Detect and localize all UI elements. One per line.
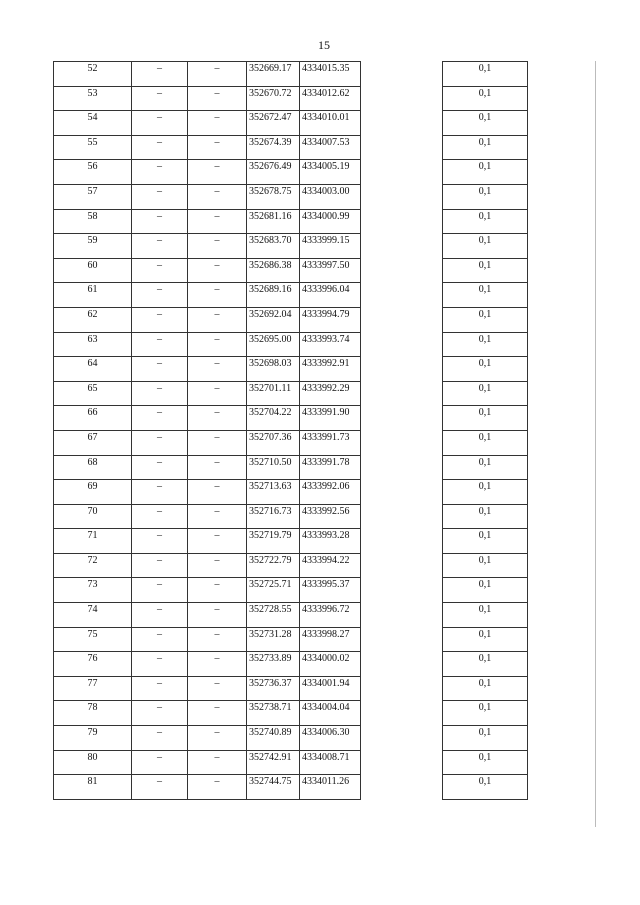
dash-cell-1: – <box>132 480 188 505</box>
table-row <box>54 455 361 480</box>
point-number-cell: 67 <box>54 430 132 455</box>
table-row <box>54 86 361 111</box>
dash-cell-1: – <box>132 160 188 185</box>
value-cell: 0,1 <box>443 62 528 87</box>
y-coordinate-cell: 4334000.99 <box>300 209 361 234</box>
x-coordinate-cell: 352672.47 <box>247 111 300 136</box>
value-cell: 0,1 <box>443 676 528 701</box>
dash-cell-2: – <box>188 701 247 726</box>
dash-cell-1: – <box>132 406 188 431</box>
point-number-cell: 72 <box>54 553 132 578</box>
table-row <box>443 603 528 628</box>
y-coordinate-cell: 4333992.29 <box>300 381 361 406</box>
dash-cell-1: – <box>132 184 188 209</box>
value-cell: 0,1 <box>443 258 528 283</box>
point-number-cell: 74 <box>54 603 132 628</box>
y-coordinate-cell: 4334011.26 <box>300 775 361 800</box>
table-row <box>443 209 528 234</box>
y-coordinate-cell: 4333993.74 <box>300 332 361 357</box>
table-row <box>54 381 361 406</box>
y-coordinate-cell: 4333993.28 <box>300 529 361 554</box>
x-coordinate-cell: 352676.49 <box>247 160 300 185</box>
dash-cell-1: – <box>132 234 188 259</box>
point-number-cell: 62 <box>54 307 132 332</box>
y-coordinate-cell: 4333996.04 <box>300 283 361 308</box>
value-cell: 0,1 <box>443 332 528 357</box>
y-coordinate-cell: 4333995.37 <box>300 578 361 603</box>
point-number-cell: 60 <box>54 258 132 283</box>
table-row <box>443 381 528 406</box>
value-cell: 0,1 <box>443 455 528 480</box>
value-cell: 0,1 <box>443 480 528 505</box>
table-row <box>54 726 361 751</box>
y-coordinate-cell: 4333992.56 <box>300 504 361 529</box>
x-coordinate-cell: 352740.89 <box>247 726 300 751</box>
dash-cell-2: – <box>188 332 247 357</box>
table-row <box>54 111 361 136</box>
dash-cell-1: – <box>132 258 188 283</box>
x-coordinate-cell: 352722.79 <box>247 553 300 578</box>
dash-cell-2: – <box>188 307 247 332</box>
value-cell: 0,1 <box>443 603 528 628</box>
point-number-cell: 54 <box>54 111 132 136</box>
table-row <box>54 504 361 529</box>
dash-cell-2: – <box>188 603 247 628</box>
dash-cell-1: – <box>132 455 188 480</box>
point-number-cell: 77 <box>54 676 132 701</box>
x-coordinate-cell: 352742.91 <box>247 750 300 775</box>
table-row <box>54 529 361 554</box>
table-row <box>54 62 361 87</box>
table-row <box>54 750 361 775</box>
table-row <box>54 234 361 259</box>
y-coordinate-cell: 4334004.04 <box>300 701 361 726</box>
x-coordinate-cell: 352698.03 <box>247 357 300 382</box>
y-coordinate-cell: 4333999.15 <box>300 234 361 259</box>
value-cell: 0,1 <box>443 307 528 332</box>
table-row <box>443 111 528 136</box>
table-row <box>443 62 528 87</box>
y-coordinate-cell: 4334006.30 <box>300 726 361 751</box>
x-coordinate-cell: 352728.55 <box>247 603 300 628</box>
point-number-cell: 71 <box>54 529 132 554</box>
y-coordinate-cell: 4333991.73 <box>300 430 361 455</box>
x-coordinate-cell: 352678.75 <box>247 184 300 209</box>
value-cell: 0,1 <box>443 406 528 431</box>
dash-cell-2: – <box>188 283 247 308</box>
table-row <box>54 357 361 382</box>
dash-cell-2: – <box>188 209 247 234</box>
values-table <box>442 61 528 800</box>
table-row <box>54 283 361 308</box>
value-cell: 0,1 <box>443 135 528 160</box>
y-coordinate-cell: 4334008.71 <box>300 750 361 775</box>
dash-cell-2: – <box>188 357 247 382</box>
y-coordinate-cell: 4334015.35 <box>300 62 361 87</box>
dash-cell-2: – <box>188 111 247 136</box>
point-number-cell: 78 <box>54 701 132 726</box>
x-coordinate-cell: 352701.11 <box>247 381 300 406</box>
x-coordinate-cell: 352674.39 <box>247 135 300 160</box>
table-row <box>443 160 528 185</box>
table-row <box>54 676 361 701</box>
value-cell: 0,1 <box>443 701 528 726</box>
table-row <box>443 504 528 529</box>
dash-cell-1: – <box>132 578 188 603</box>
x-coordinate-cell: 352686.38 <box>247 258 300 283</box>
x-coordinate-cell: 352713.63 <box>247 480 300 505</box>
table-row <box>54 578 361 603</box>
table-row <box>443 283 528 308</box>
dash-cell-2: – <box>188 578 247 603</box>
dash-cell-2: – <box>188 430 247 455</box>
table-row <box>443 455 528 480</box>
dash-cell-2: – <box>188 234 247 259</box>
value-cell: 0,1 <box>443 381 528 406</box>
dash-cell-1: – <box>132 86 188 111</box>
y-coordinate-cell: 4333992.06 <box>300 480 361 505</box>
dash-cell-1: – <box>132 283 188 308</box>
y-coordinate-cell: 4334007.53 <box>300 135 361 160</box>
point-number-cell: 70 <box>54 504 132 529</box>
table-row <box>443 406 528 431</box>
dash-cell-1: – <box>132 357 188 382</box>
dash-cell-2: – <box>188 86 247 111</box>
table-row <box>443 627 528 652</box>
dash-cell-2: – <box>188 652 247 677</box>
table-row <box>443 480 528 505</box>
x-coordinate-cell: 352710.50 <box>247 455 300 480</box>
table-row <box>443 750 528 775</box>
dash-cell-2: – <box>188 184 247 209</box>
point-number-cell: 59 <box>54 234 132 259</box>
y-coordinate-cell: 4333994.79 <box>300 307 361 332</box>
dash-cell-1: – <box>132 111 188 136</box>
dash-cell-2: – <box>188 480 247 505</box>
y-coordinate-cell: 4333996.72 <box>300 603 361 628</box>
page-right-rule <box>595 61 596 827</box>
point-number-cell: 61 <box>54 283 132 308</box>
dash-cell-1: – <box>132 553 188 578</box>
table-row <box>443 652 528 677</box>
x-coordinate-cell: 352695.00 <box>247 332 300 357</box>
point-number-cell: 58 <box>54 209 132 234</box>
table-row <box>443 553 528 578</box>
x-coordinate-cell: 352725.71 <box>247 578 300 603</box>
point-number-cell: 57 <box>54 184 132 209</box>
table-row <box>54 209 361 234</box>
dash-cell-1: – <box>132 504 188 529</box>
dash-cell-1: – <box>132 775 188 800</box>
table-row <box>443 332 528 357</box>
value-cell: 0,1 <box>443 357 528 382</box>
point-number-cell: 68 <box>54 455 132 480</box>
y-coordinate-cell: 4333994.22 <box>300 553 361 578</box>
y-coordinate-cell: 4334012.62 <box>300 86 361 111</box>
table-row <box>54 135 361 160</box>
x-coordinate-cell: 352733.89 <box>247 652 300 677</box>
point-number-cell: 81 <box>54 775 132 800</box>
coordinates-table-body <box>54 62 361 800</box>
table-row <box>443 726 528 751</box>
value-cell: 0,1 <box>443 184 528 209</box>
table-row <box>443 701 528 726</box>
dash-cell-2: – <box>188 455 247 480</box>
point-number-cell: 75 <box>54 627 132 652</box>
value-cell: 0,1 <box>443 627 528 652</box>
point-number-cell: 79 <box>54 726 132 751</box>
dash-cell-1: – <box>132 726 188 751</box>
value-cell: 0,1 <box>443 283 528 308</box>
table-row <box>54 553 361 578</box>
dash-cell-1: – <box>132 701 188 726</box>
table-row <box>443 86 528 111</box>
x-coordinate-cell: 352716.73 <box>247 504 300 529</box>
table-row <box>54 332 361 357</box>
y-coordinate-cell: 4333991.78 <box>300 455 361 480</box>
table-row <box>54 480 361 505</box>
table-row <box>443 135 528 160</box>
dash-cell-2: – <box>188 627 247 652</box>
table-row <box>443 234 528 259</box>
dash-cell-2: – <box>188 381 247 406</box>
x-coordinate-cell: 352669.17 <box>247 62 300 87</box>
y-coordinate-cell: 4334010.01 <box>300 111 361 136</box>
y-coordinate-cell: 4334005.19 <box>300 160 361 185</box>
table-row <box>443 430 528 455</box>
point-number-cell: 69 <box>54 480 132 505</box>
value-cell: 0,1 <box>443 578 528 603</box>
page-number: 15 <box>318 38 330 52</box>
y-coordinate-cell: 4334003.00 <box>300 184 361 209</box>
value-cell: 0,1 <box>443 430 528 455</box>
table-row <box>54 430 361 455</box>
table-row <box>443 258 528 283</box>
y-coordinate-cell: 4333992.91 <box>300 357 361 382</box>
point-number-cell: 66 <box>54 406 132 431</box>
x-coordinate-cell: 352683.70 <box>247 234 300 259</box>
dash-cell-2: – <box>188 160 247 185</box>
point-number-cell: 73 <box>54 578 132 603</box>
table-row <box>443 676 528 701</box>
y-coordinate-cell: 4334000.02 <box>300 652 361 677</box>
y-coordinate-cell: 4334001.94 <box>300 676 361 701</box>
x-coordinate-cell: 352681.16 <box>247 209 300 234</box>
value-cell: 0,1 <box>443 553 528 578</box>
value-cell: 0,1 <box>443 86 528 111</box>
value-cell: 0,1 <box>443 504 528 529</box>
values-table-body <box>443 62 528 800</box>
value-cell: 0,1 <box>443 160 528 185</box>
dash-cell-2: – <box>188 553 247 578</box>
table-row <box>54 258 361 283</box>
value-cell: 0,1 <box>443 775 528 800</box>
dash-cell-2: – <box>188 750 247 775</box>
value-cell: 0,1 <box>443 529 528 554</box>
dash-cell-1: – <box>132 381 188 406</box>
table-row <box>443 357 528 382</box>
dash-cell-1: – <box>132 529 188 554</box>
point-number-cell: 52 <box>54 62 132 87</box>
table-row <box>443 529 528 554</box>
table-row <box>54 627 361 652</box>
table-row <box>54 307 361 332</box>
x-coordinate-cell: 352689.16 <box>247 283 300 308</box>
x-coordinate-cell: 352719.79 <box>247 529 300 554</box>
table-row <box>443 775 528 800</box>
value-cell: 0,1 <box>443 726 528 751</box>
y-coordinate-cell: 4333998.27 <box>300 627 361 652</box>
dash-cell-2: – <box>188 676 247 701</box>
table-row <box>54 652 361 677</box>
dash-cell-1: – <box>132 676 188 701</box>
x-coordinate-cell: 352707.36 <box>247 430 300 455</box>
x-coordinate-cell: 352731.28 <box>247 627 300 652</box>
point-number-cell: 56 <box>54 160 132 185</box>
x-coordinate-cell: 352738.71 <box>247 701 300 726</box>
y-coordinate-cell: 4333991.90 <box>300 406 361 431</box>
table-row <box>54 184 361 209</box>
dash-cell-1: – <box>132 62 188 87</box>
dash-cell-1: – <box>132 135 188 160</box>
x-coordinate-cell: 352704.22 <box>247 406 300 431</box>
table-row <box>54 603 361 628</box>
dash-cell-1: – <box>132 627 188 652</box>
point-number-cell: 65 <box>54 381 132 406</box>
value-cell: 0,1 <box>443 234 528 259</box>
table-row <box>443 307 528 332</box>
y-coordinate-cell: 4333997.50 <box>300 258 361 283</box>
coordinates-table <box>53 61 361 800</box>
dash-cell-2: – <box>188 726 247 751</box>
dash-cell-1: – <box>132 750 188 775</box>
value-cell: 0,1 <box>443 750 528 775</box>
dash-cell-1: – <box>132 430 188 455</box>
dash-cell-2: – <box>188 62 247 87</box>
x-coordinate-cell: 352692.04 <box>247 307 300 332</box>
value-cell: 0,1 <box>443 111 528 136</box>
point-number-cell: 63 <box>54 332 132 357</box>
x-coordinate-cell: 352736.37 <box>247 676 300 701</box>
dash-cell-2: – <box>188 775 247 800</box>
x-coordinate-cell: 352744.75 <box>247 775 300 800</box>
dash-cell-2: – <box>188 406 247 431</box>
table-row <box>54 701 361 726</box>
value-cell: 0,1 <box>443 652 528 677</box>
point-number-cell: 53 <box>54 86 132 111</box>
dash-cell-1: – <box>132 307 188 332</box>
table-row <box>54 406 361 431</box>
dash-cell-1: – <box>132 209 188 234</box>
x-coordinate-cell: 352670.72 <box>247 86 300 111</box>
point-number-cell: 55 <box>54 135 132 160</box>
dash-cell-2: – <box>188 135 247 160</box>
table-row <box>54 160 361 185</box>
dash-cell-2: – <box>188 504 247 529</box>
table-row <box>443 184 528 209</box>
dash-cell-2: – <box>188 258 247 283</box>
table-row <box>54 775 361 800</box>
dash-cell-1: – <box>132 332 188 357</box>
table-row <box>443 578 528 603</box>
dash-cell-1: – <box>132 603 188 628</box>
dash-cell-2: – <box>188 529 247 554</box>
point-number-cell: 80 <box>54 750 132 775</box>
point-number-cell: 76 <box>54 652 132 677</box>
point-number-cell: 64 <box>54 357 132 382</box>
dash-cell-1: – <box>132 652 188 677</box>
value-cell: 0,1 <box>443 209 528 234</box>
